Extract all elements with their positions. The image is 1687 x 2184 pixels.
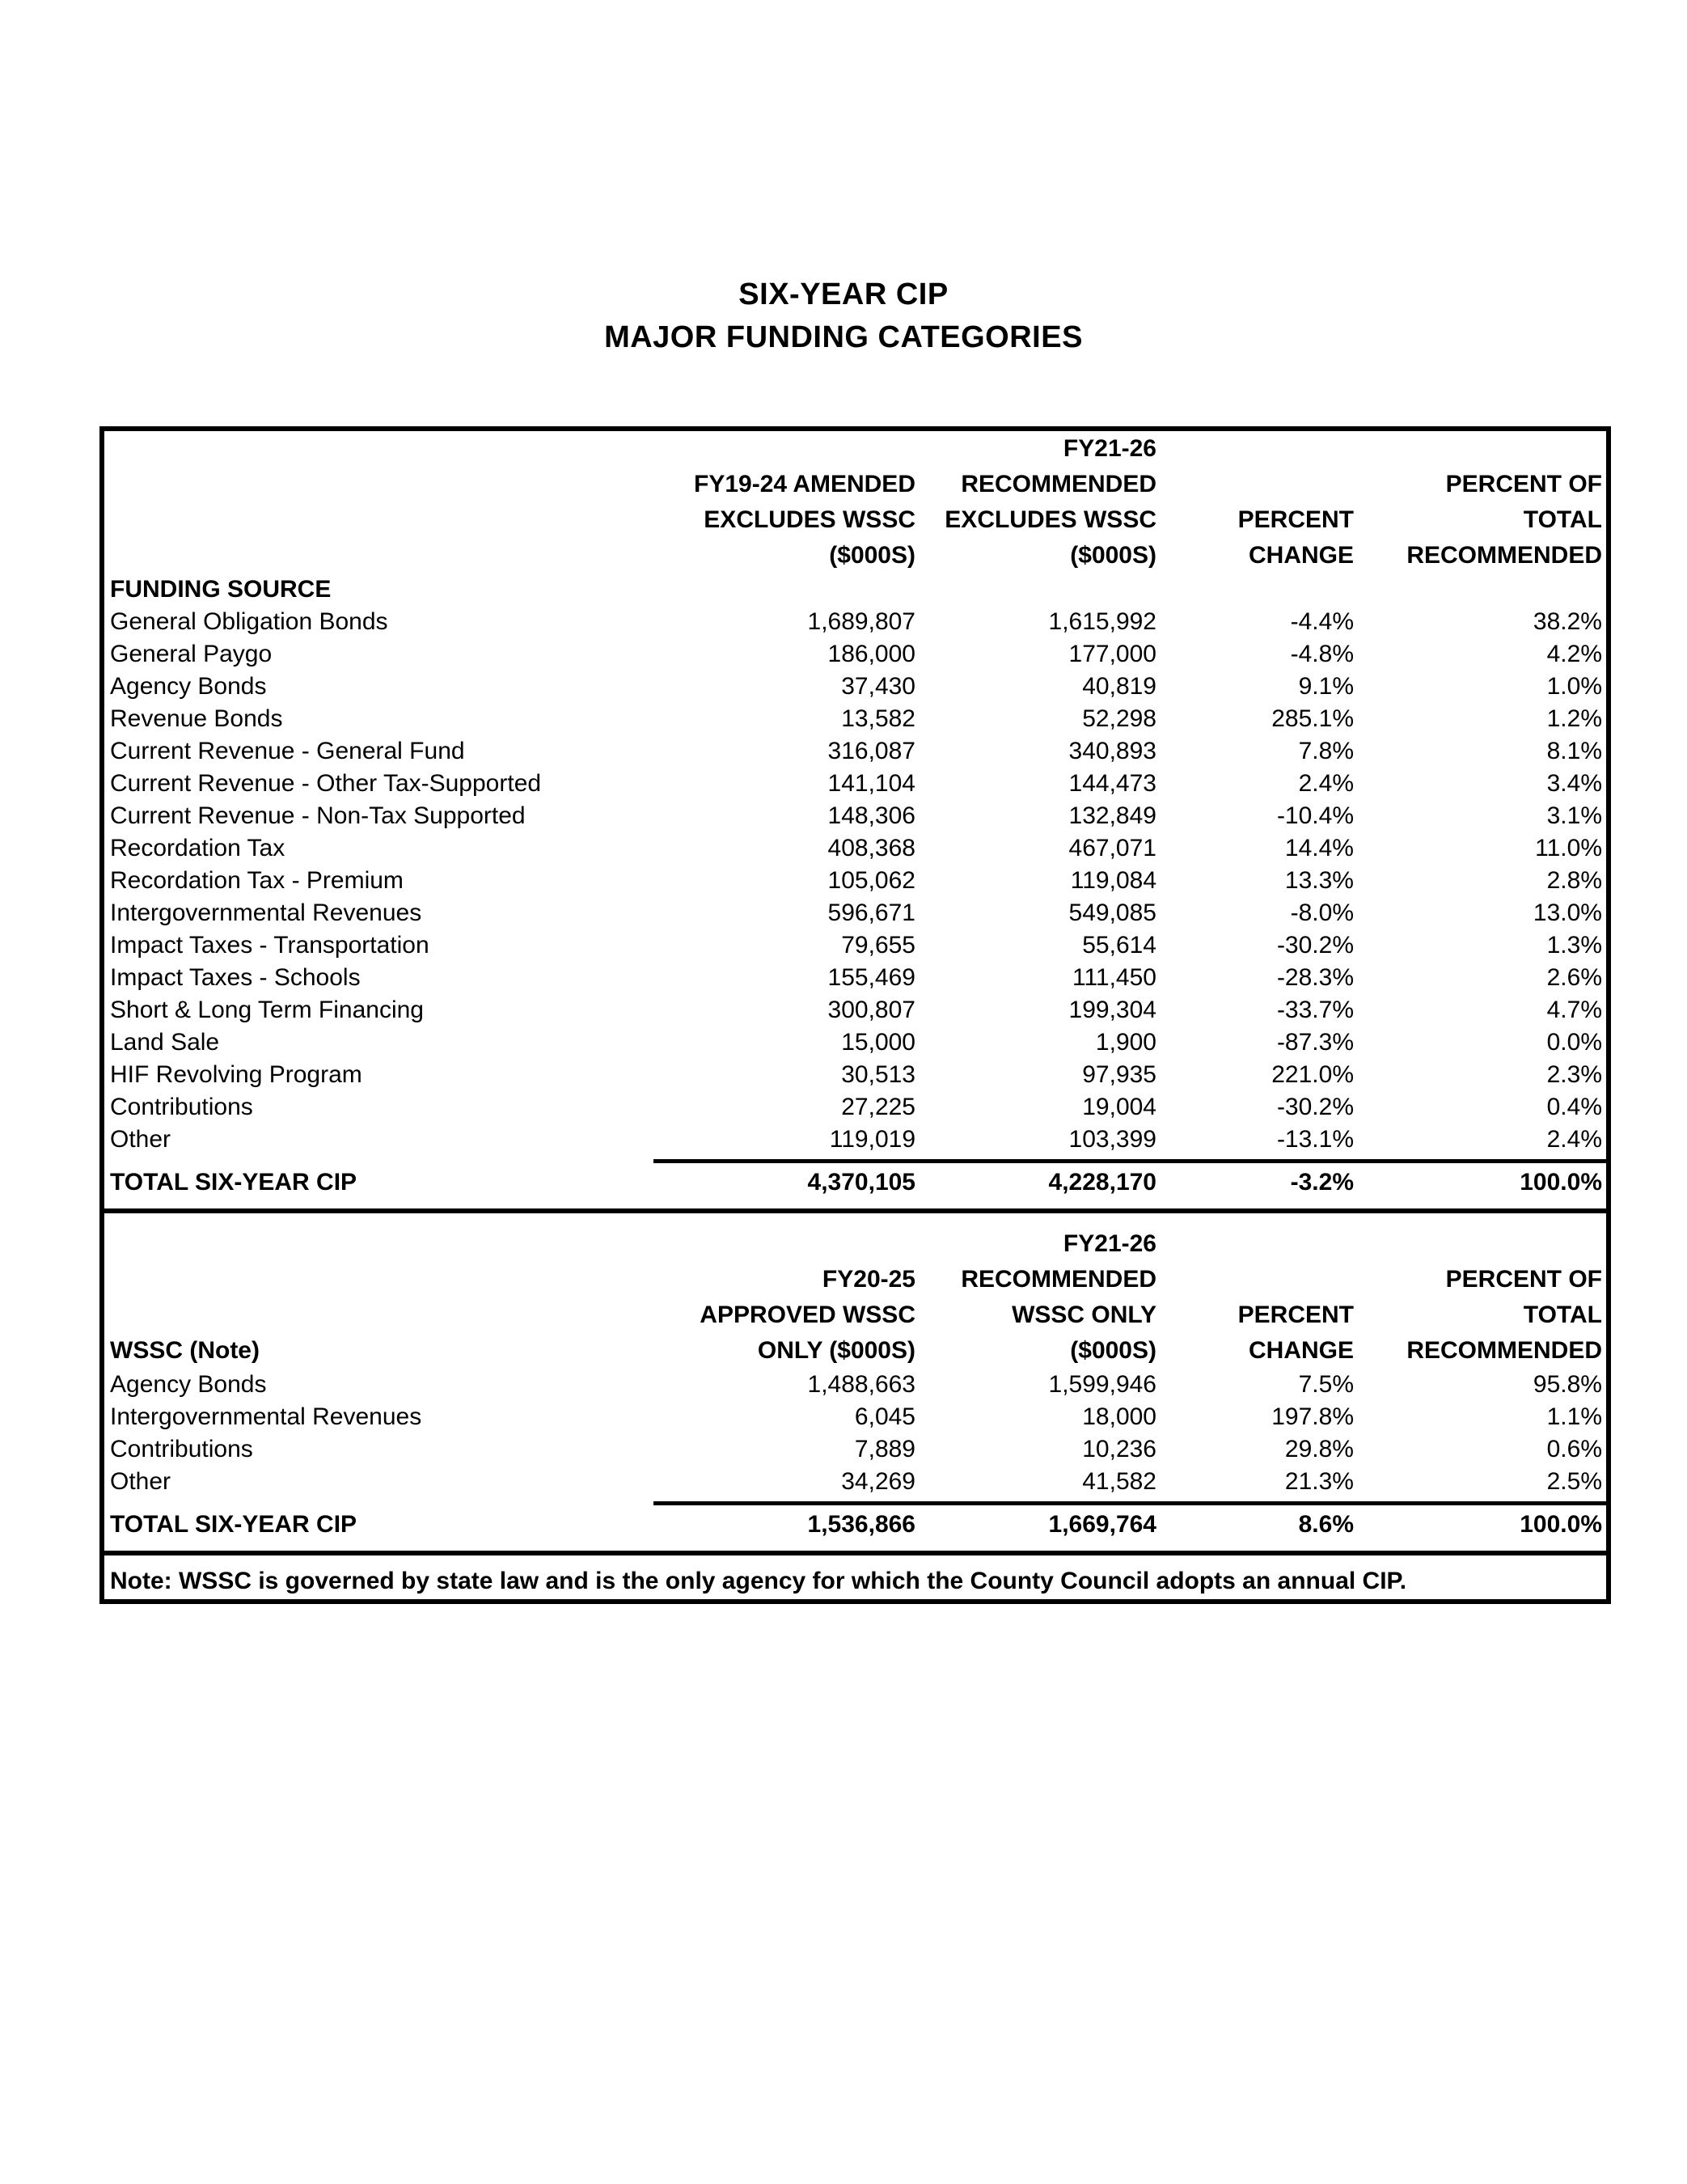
- section-2-total-row-col1: TOTAL SIX-YEAR CIP: [110, 1511, 357, 1538]
- section-1-row-16-col3: 19,004: [1082, 1094, 1156, 1120]
- section-1-header-line-2-col5: PERCENT OF: [1445, 471, 1602, 497]
- section-1-header-line-4-col2: ($000S): [829, 542, 915, 569]
- section-1-row-15-col1: HIF Revolving Program: [110, 1061, 362, 1088]
- section-1-header-line-3-col5: TOTAL: [1523, 506, 1602, 533]
- section-1-row-1: [104, 606, 1606, 638]
- page-title: [0, 273, 1687, 359]
- section-2-row-2-col4: 197.8%: [1271, 1403, 1354, 1430]
- section-1-row-17: [104, 1124, 1606, 1156]
- section-1-row-6-col2: 141,104: [827, 770, 915, 797]
- section-1-row-17-col2: 119,019: [829, 1126, 915, 1153]
- section-1-row-2-col4: -4.8%: [1290, 641, 1354, 667]
- section-2-header-line-4-col5: RECOMMENDED: [1406, 1337, 1602, 1364]
- section-1-row-8-col5: 11.0%: [1535, 835, 1602, 861]
- section-1-header-line-5-col1: FUNDING SOURCE: [110, 576, 332, 603]
- section-1-row-5-col2: 316,087: [827, 738, 915, 764]
- section-2-header-line-3-col1: [104, 1297, 670, 1333]
- section-1-header-line-5-col3: [915, 574, 1156, 606]
- section-1-row-8: [104, 832, 1606, 865]
- section-1-row-6-col4: 2.4%: [1298, 770, 1354, 797]
- section-1-row-10-col1: Intergovernmental Revenues: [110, 899, 422, 926]
- section-1-row-3-col4: 9.1%: [1298, 673, 1354, 700]
- section-1-header-line-1-col1: [104, 431, 670, 467]
- section-2-header-line-3-col5: TOTAL: [1523, 1302, 1602, 1328]
- section-1-row-11-col2: 79,655: [841, 932, 915, 959]
- section-1-row-9-col1: Recordation Tax - Premium: [110, 867, 404, 894]
- section-1-row-15: [104, 1059, 1606, 1091]
- section-2-header-line-2-col5: PERCENT OF: [1445, 1266, 1602, 1293]
- section-1-row-9-col4: 13.3%: [1284, 867, 1354, 894]
- section-1-header-line-2-col2: FY19-24 AMENDED: [694, 471, 915, 497]
- section-1-header-line-1-col2: [670, 431, 915, 467]
- section-1-row-6-col5: 3.4%: [1546, 770, 1602, 797]
- page-title-line-1: SIX-YEAR CIP: [738, 277, 949, 311]
- section-1-row-4-col4: 285.1%: [1271, 705, 1354, 732]
- section-2-divider: [104, 1551, 1606, 1555]
- section-2-total-row-col3: 1,669,764: [1048, 1511, 1156, 1538]
- section-1-header-line-2-col4: [1156, 467, 1354, 502]
- section-1-total-row-col2: 4,370,105: [807, 1169, 915, 1196]
- section-1-row-14-col5: 0.0%: [1546, 1029, 1602, 1056]
- section-2-row-2-col1: Intergovernmental Revenues: [110, 1403, 422, 1430]
- section-2-header-line-2-col4: [1156, 1262, 1354, 1297]
- table-note-row: [104, 1557, 1606, 1599]
- section-1-row-13-col3: 199,304: [1068, 997, 1156, 1023]
- section-2-header-line-2-col3: RECOMMENDED: [961, 1266, 1156, 1293]
- section-1-header-line-4-col4: CHANGE: [1248, 542, 1354, 569]
- section-2-row-2-col2: 6,045: [854, 1403, 915, 1430]
- section-1-total-row: [104, 1163, 1606, 1202]
- section-2-header-line-3-col4: PERCENT: [1237, 1302, 1354, 1328]
- section-1-row-7-col1: Current Revenue - Non-Tax Supported: [110, 802, 526, 829]
- section-1-header-line-1: [104, 431, 1606, 467]
- section-1-row-2-col5: 4.2%: [1546, 641, 1602, 667]
- section-1-header: [104, 431, 1606, 606]
- section-1-header-line-4-col1: [104, 538, 670, 574]
- section-2-total-row-col2: 1,536,866: [807, 1511, 915, 1538]
- section-2-total-row: [104, 1505, 1606, 1544]
- section-1-row-2-col1: General Paygo: [110, 641, 273, 667]
- section-1-row-13-col5: 4.7%: [1546, 997, 1602, 1023]
- section-1-row-3-col2: 37,430: [841, 673, 915, 700]
- section-2-header-line-4: [104, 1333, 1606, 1369]
- section-1-row-11-col4: -30.2%: [1276, 932, 1354, 959]
- section-2-row-4: [104, 1466, 1606, 1498]
- section-1-row-8-col4: 14.4%: [1284, 835, 1354, 861]
- section-1-row-10-col2: 596,671: [827, 899, 915, 926]
- section-2-row-3: [104, 1433, 1606, 1466]
- section-1-row-16-col2: 27,225: [841, 1094, 915, 1120]
- section-2-row-3-col3: 10,236: [1082, 1436, 1156, 1462]
- section-1-row-17-col1: Other: [110, 1126, 171, 1153]
- table-section-2: [104, 1213, 1606, 1555]
- section-1-row-11-col1: Impact Taxes - Transportation: [110, 932, 429, 959]
- section-2-row-2-col3: 18,000: [1082, 1403, 1156, 1430]
- section-1-header-line-3-col4: PERCENT: [1237, 506, 1354, 533]
- section-2-row-1-col4: 7.5%: [1298, 1371, 1354, 1398]
- section-2-row-1-col1: Agency Bonds: [110, 1371, 267, 1398]
- section-2-header-line-3-col3: WSSC ONLY: [1012, 1302, 1156, 1328]
- section-1-row-6: [104, 768, 1606, 800]
- section-1-row-1-col2: 1,689,807: [807, 608, 915, 635]
- section-1-total-row-col1: TOTAL SIX-YEAR CIP: [110, 1169, 357, 1196]
- section-1-header-line-4-col5: RECOMMENDED: [1406, 542, 1602, 569]
- section-2-header-line-4-col4: CHANGE: [1248, 1337, 1354, 1364]
- section-1-row-14: [104, 1026, 1606, 1059]
- section-2-row-2-col5: 1.1%: [1546, 1403, 1602, 1430]
- section-2-row-3-col2: 7,889: [854, 1436, 915, 1462]
- section-1-row-7-col4: -10.4%: [1276, 802, 1354, 829]
- section-2-row-1-col3: 1,599,946: [1048, 1371, 1156, 1398]
- section-1-row-8-col3: 467,071: [1068, 835, 1156, 861]
- section-1-row-1-col4: -4.4%: [1290, 608, 1354, 635]
- section-1-row-5: [104, 735, 1606, 768]
- section-2-header-line-1-col5: [1354, 1226, 1606, 1262]
- section-1-row-4-col1: Revenue Bonds: [110, 705, 283, 732]
- section-1-row-9-col2: 105,062: [827, 867, 915, 894]
- section-2-row-4-col5: 2.5%: [1546, 1468, 1602, 1495]
- section-1-row-15-col5: 2.3%: [1546, 1061, 1602, 1088]
- section-2-header-line-4-col1: WSSC (Note): [110, 1337, 260, 1364]
- section-1-header-line-3-col1: [104, 502, 670, 538]
- section-1-row-11: [104, 929, 1606, 962]
- section-1-row-7: [104, 800, 1606, 832]
- section-1-row-3-col5: 1.0%: [1546, 673, 1602, 700]
- section-1-header-line-2-col1: [104, 467, 670, 502]
- section-1-header-line-1-col3: FY21-26: [1063, 435, 1156, 462]
- section-2-header-line-3-col2: APPROVED WSSC: [700, 1302, 915, 1328]
- section-1-row-16-col5: 0.4%: [1546, 1094, 1602, 1120]
- section-1-row-15-col4: 221.0%: [1271, 1061, 1354, 1088]
- section-1-header-line-4: [104, 538, 1606, 574]
- section-1-total-row-col4: -3.2%: [1290, 1169, 1354, 1196]
- section-1-row-10-col3: 549,085: [1068, 899, 1156, 926]
- section-1-row-9: [104, 865, 1606, 897]
- section-2-header-line-2: [104, 1262, 1606, 1297]
- section-1-row-10-col4: -8.0%: [1290, 899, 1354, 926]
- section-1-row-6-col3: 144,473: [1068, 770, 1156, 797]
- section-1-total-row-col5: 100.0%: [1520, 1169, 1602, 1196]
- section-1-row-12: [104, 962, 1606, 994]
- section-1-row-10: [104, 897, 1606, 929]
- section-2-row-2: [104, 1401, 1606, 1433]
- section-2-header-line-3: [104, 1297, 1606, 1333]
- section-1-header-line-3-col3: EXCLUDES WSSC: [945, 506, 1156, 533]
- section-2-header-line-2-col2: FY20-25: [822, 1266, 915, 1293]
- section-1-row-4-col5: 1.2%: [1546, 705, 1602, 732]
- section-1-row-11-col5: 1.3%: [1546, 932, 1602, 959]
- section-2-header-line-1-col3: FY21-26: [1063, 1230, 1156, 1257]
- section-1-row-9-col5: 2.8%: [1546, 867, 1602, 894]
- section-1-row-7-col2: 148,306: [827, 802, 915, 829]
- section-1-row-16-col4: -30.2%: [1276, 1094, 1354, 1120]
- section-1-row-15-col2: 30,513: [841, 1061, 915, 1088]
- section-1-row-3-col3: 40,819: [1082, 673, 1156, 700]
- section-1-row-2-col2: 186,000: [827, 641, 915, 667]
- section-2-row-1: [104, 1369, 1606, 1401]
- section-1-row-5-col3: 340,893: [1068, 738, 1156, 764]
- section-2-row-1-col2: 1,488,663: [807, 1371, 915, 1398]
- section-1-row-17-col3: 103,399: [1068, 1126, 1156, 1153]
- section-1-row-14-col4: -87.3%: [1276, 1029, 1354, 1056]
- section-1-header-line-1-col5: [1354, 431, 1606, 467]
- section-1-row-16-col1: Contributions: [110, 1094, 253, 1120]
- section-2-header-line-1: [104, 1226, 1606, 1262]
- section-1-row-7-col5: 3.1%: [1546, 802, 1602, 829]
- section-1-row-13-col4: -33.7%: [1276, 997, 1354, 1023]
- section-1-row-8-col1: Recordation Tax: [110, 835, 285, 861]
- section-1-header-line-3: [104, 502, 1606, 538]
- section-2-row-4-col3: 41,582: [1082, 1468, 1156, 1495]
- section-2-row-3-col5: 0.6%: [1546, 1436, 1602, 1462]
- section-1-row-3: [104, 671, 1606, 703]
- section-1-header-line-2: [104, 467, 1606, 502]
- section-2-total-row-col4: 8.6%: [1298, 1511, 1354, 1538]
- section-1-row-8-col2: 408,368: [827, 835, 915, 861]
- section-2-row-3-col4: 29.8%: [1284, 1436, 1354, 1462]
- section-1-row-4-col3: 52,298: [1082, 705, 1156, 732]
- section-1-row-9-col3: 119,084: [1070, 867, 1156, 894]
- section-1-row-12-col2: 155,469: [827, 964, 915, 991]
- section-1-row-5-col5: 8.1%: [1546, 738, 1602, 764]
- wssc-note-text: Note: WSSC is governed by state law and is the only agency for which the County Council adopts an annual CIP.: [110, 1568, 1407, 1594]
- section-1-row-1-col5: 38.2%: [1533, 608, 1602, 635]
- section-1-row-14-col1: Land Sale: [110, 1029, 220, 1056]
- section-1-row-3-col1: Agency Bonds: [110, 673, 267, 700]
- section-1-header-line-1-col4: [1156, 431, 1354, 467]
- section-1-row-17-col4: -13.1%: [1276, 1126, 1354, 1153]
- major-funding-categories-table: [99, 426, 1611, 1604]
- section-1-header-line-4-col3: ($000S): [1070, 542, 1156, 569]
- section-1-row-15-col3: 97,935: [1082, 1061, 1156, 1088]
- section-1-row-17-col5: 2.4%: [1546, 1126, 1602, 1153]
- section-2-total-row-col5: 100.0%: [1520, 1511, 1602, 1538]
- section-1-header-line-2-col3: RECOMMENDED: [961, 471, 1156, 497]
- section-1-row-12-col4: -28.3%: [1276, 964, 1354, 991]
- section-2-row-1-col5: 95.8%: [1533, 1371, 1602, 1398]
- section-2-row-4-col4: 21.3%: [1284, 1468, 1354, 1495]
- section-1-row-16: [104, 1091, 1606, 1124]
- section-2-row-4-col2: 34,269: [841, 1468, 915, 1495]
- section-1-row-12-col1: Impact Taxes - Schools: [110, 964, 361, 991]
- section-2-row-4-col1: Other: [110, 1468, 171, 1495]
- section-2-header: [104, 1213, 1606, 1369]
- section-1-row-14-col3: 1,900: [1095, 1029, 1156, 1056]
- section-1-row-12-col5: 2.6%: [1546, 964, 1602, 991]
- section-1-row-4-col2: 13,582: [841, 705, 915, 732]
- section-2-header-line-1-col2: [670, 1226, 915, 1262]
- section-1-row-10-col5: 13.0%: [1533, 899, 1602, 926]
- section-1-row-14-col2: 15,000: [841, 1029, 915, 1056]
- section-1-row-13: [104, 994, 1606, 1026]
- section-1-row-1-col1: General Obligation Bonds: [110, 608, 388, 635]
- section-1-row-6-col1: Current Revenue - Other Tax-Supported: [110, 770, 542, 797]
- section-1-row-4: [104, 703, 1606, 735]
- section-1-row-2: [104, 638, 1606, 671]
- section-2-header-line-4-col3: ($000S): [1070, 1337, 1156, 1364]
- section-1-total-row-col3: 4,228,170: [1048, 1169, 1156, 1196]
- section-2-header-line-2-col1: [104, 1262, 670, 1297]
- section-1-row-12-col3: 111,450: [1072, 964, 1156, 991]
- section-1-header-line-5: [104, 574, 1606, 606]
- section-2-header-line-1-col4: [1156, 1226, 1354, 1262]
- section-1-header-line-3-col2: EXCLUDES WSSC: [704, 506, 915, 533]
- section-1-row-2-col3: 177,000: [1068, 641, 1156, 667]
- section-1-row-13-col1: Short & Long Term Financing: [110, 997, 424, 1023]
- section-2-row-3-col1: Contributions: [110, 1436, 253, 1462]
- section-1-row-5-col4: 7.8%: [1298, 738, 1354, 764]
- section-2-header-line-1-col1: [104, 1226, 670, 1262]
- section-1-header-line-5-col4: [1156, 574, 1354, 606]
- table-section-1: [104, 431, 1606, 1213]
- section-1-header-line-5-col2: [670, 574, 915, 606]
- page-title-line-2: MAJOR FUNDING CATEGORIES: [604, 320, 1083, 354]
- section-1-row-5-col1: Current Revenue - General Fund: [110, 738, 465, 764]
- section-1-row-7-col3: 132,849: [1068, 802, 1156, 829]
- section-1-header-line-5-col5: [1354, 574, 1606, 606]
- section-1-row-13-col2: 300,807: [827, 997, 915, 1023]
- section-1-row-11-col3: 55,614: [1082, 932, 1156, 959]
- section-1-row-1-col3: 1,615,992: [1048, 608, 1156, 635]
- section-2-header-line-4-col2: ONLY ($000S): [757, 1337, 915, 1364]
